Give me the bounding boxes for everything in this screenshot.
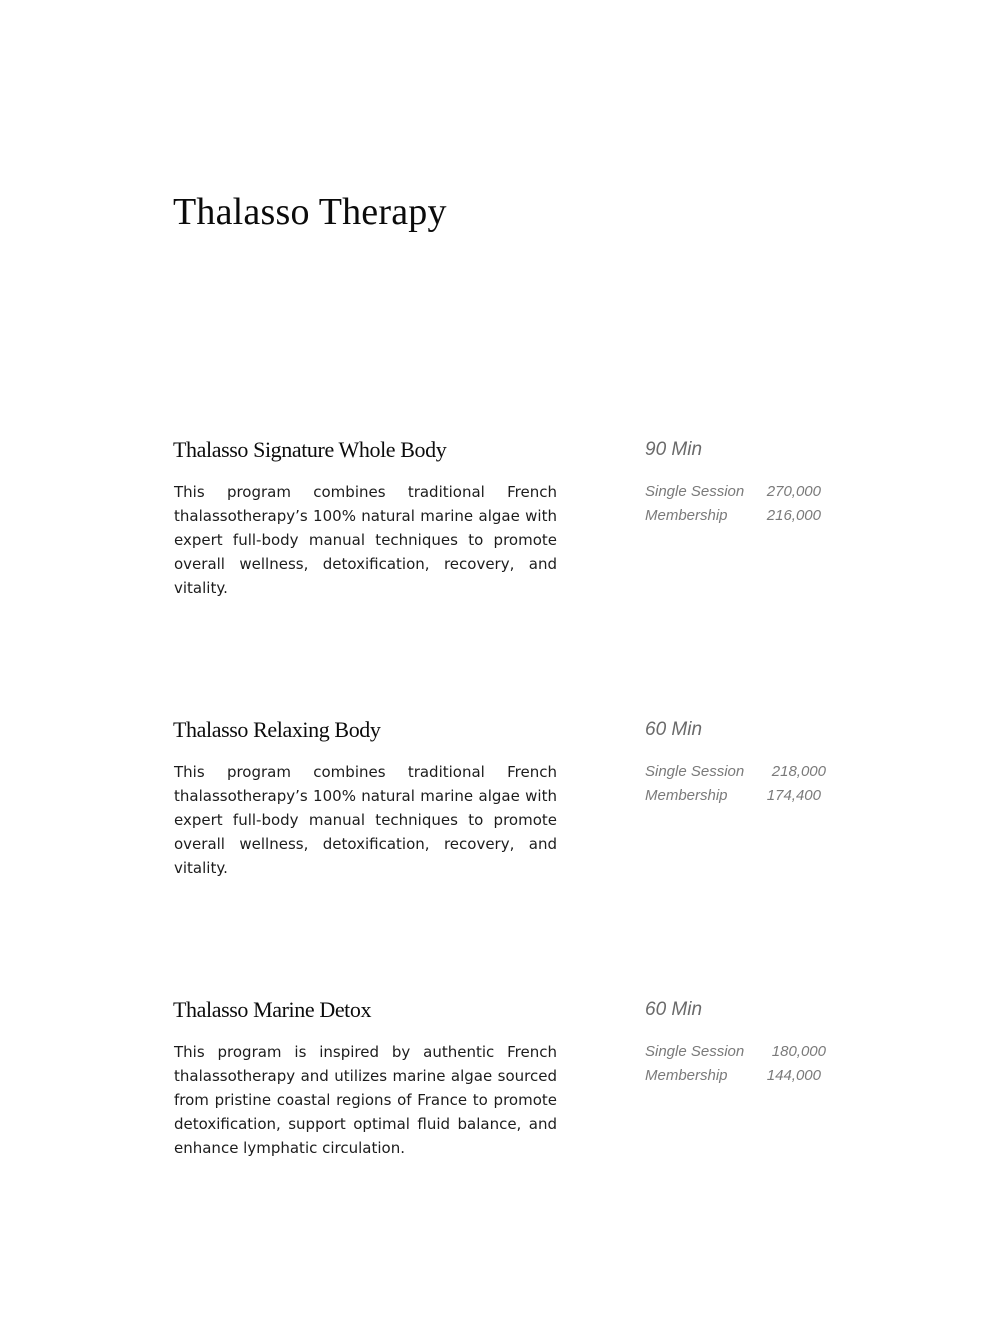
price-value: 216,000 — [766, 507, 821, 524]
program-name: Thalasso Relaxing Body — [173, 717, 381, 742]
program-duration: 60 Min — [645, 999, 703, 1020]
program-duration: 90 Min — [645, 439, 703, 460]
program-marine-detox — [173, 996, 873, 1196]
price-label: Membership — [645, 787, 728, 804]
program-description: This program combines traditional French thalassotherapy’s 100% natural marine algae with expert full-body manual techniques to promote overall wellness, detoxification, recovery, and vitality. — [174, 763, 557, 877]
price-value: 180,000 — [771, 1043, 826, 1060]
price-label: Single Session — [645, 1043, 745, 1060]
price-row-single-session — [645, 480, 845, 504]
price-list — [645, 1040, 845, 1088]
price-row-membership — [645, 784, 845, 808]
price-value: 144,000 — [766, 1067, 821, 1084]
program-name: Thalasso Marine Detox — [173, 997, 372, 1022]
price-row-membership — [645, 1064, 845, 1088]
program-description: This program combines traditional French thalassotherapy’s 100% natural marine algae with expert full-body manual techniques to promote overall wellness, detoxification, recovery, and vitality. — [174, 483, 557, 597]
price-list — [645, 760, 845, 808]
price-label: Single Session — [645, 483, 745, 500]
price-value: 218,000 — [771, 763, 826, 780]
program-relaxing-body — [173, 716, 873, 916]
price-label: Single Session — [645, 763, 745, 780]
price-value: 270,000 — [766, 483, 821, 500]
page-title: Thalasso Therapy — [173, 191, 447, 233]
price-label: Membership — [645, 507, 728, 524]
program-name: Thalasso Signature Whole Body — [173, 437, 447, 462]
program-duration: 60 Min — [645, 719, 703, 740]
price-label: Membership — [645, 1067, 728, 1084]
price-value: 174,400 — [766, 787, 821, 804]
price-row-single-session — [645, 760, 845, 784]
price-list — [645, 480, 845, 528]
program-description: This program is inspired by authentic French thalassotherapy and utilizes marine algae sourced from pristine coastal regions of France to promote detoxification, support optimal fluid balance, and enhance lymphatic circulation. — [174, 1043, 557, 1157]
price-row-single-session — [645, 1040, 845, 1064]
program-signature-whole-body — [173, 436, 873, 636]
price-row-membership — [645, 504, 845, 528]
